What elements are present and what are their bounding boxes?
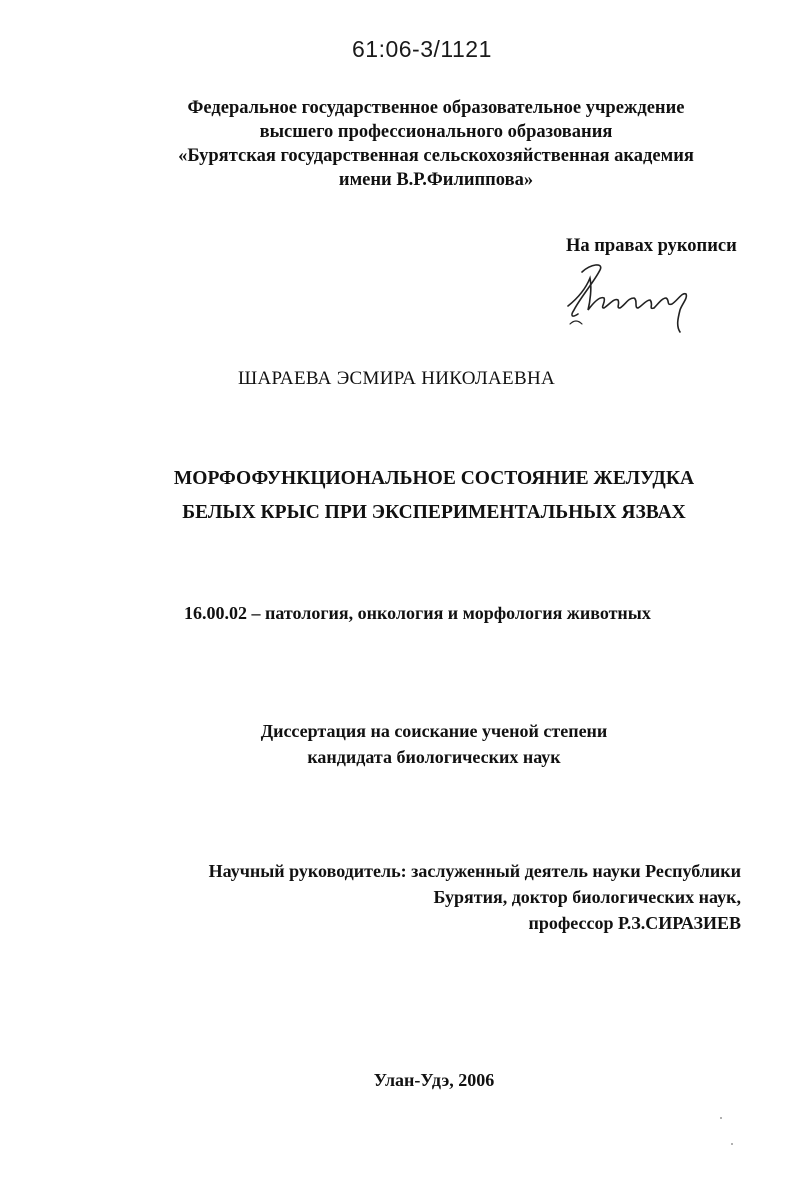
specialty-code: 16.00.02 – патология, онкология и морфология животных xyxy=(184,603,651,623)
institution-line: Федеральное государственное образовательное учреждение xyxy=(187,98,685,118)
institution-line: высшего профессионального образования xyxy=(259,122,613,142)
degree-line: кандидата биологических наук xyxy=(307,747,561,767)
institution-block xyxy=(100,96,772,192)
library-stamp: 61:06-3/1121 xyxy=(352,36,492,62)
title-line: МОРФОФУНКЦИОНАЛЬНОЕ СОСТОЯНИЕ ЖЕЛУДКА xyxy=(173,468,695,489)
scan-speck xyxy=(720,1117,722,1119)
supervisor-line: Научный руководитель: заслуженный деятель науки Республики xyxy=(208,861,741,881)
supervisor-line: профессор Р.З.СИРАЗИЕВ xyxy=(528,913,741,933)
scan-speck xyxy=(731,1143,733,1145)
institution-line: «Бурятская государственная сельскохозяйственная академия xyxy=(178,146,694,166)
supervisor-line: Бурятия, доктор биологических наук, xyxy=(433,887,741,907)
manuscript-rights-label: На правах рукописи xyxy=(566,236,737,256)
handwritten-signature xyxy=(560,258,700,336)
author-name: ШАРАЕВА ЭСМИРА НИКОЛАЕВНА xyxy=(238,368,555,389)
dissertation-title xyxy=(0,462,793,530)
title-line: БЕЛЫХ КРЫС ПРИ ЭКСПЕРИМЕНТАЛЬНЫХ ЯЗВАХ xyxy=(182,502,686,523)
degree-line: Диссертация на соискание ученой степени xyxy=(260,721,608,741)
degree-statement xyxy=(204,718,664,770)
scientific-supervisor xyxy=(176,858,741,936)
institution-line: имени В.Р.Филиппова» xyxy=(338,170,534,190)
city-year: Улан-Удэ, 2006 xyxy=(373,1070,495,1090)
